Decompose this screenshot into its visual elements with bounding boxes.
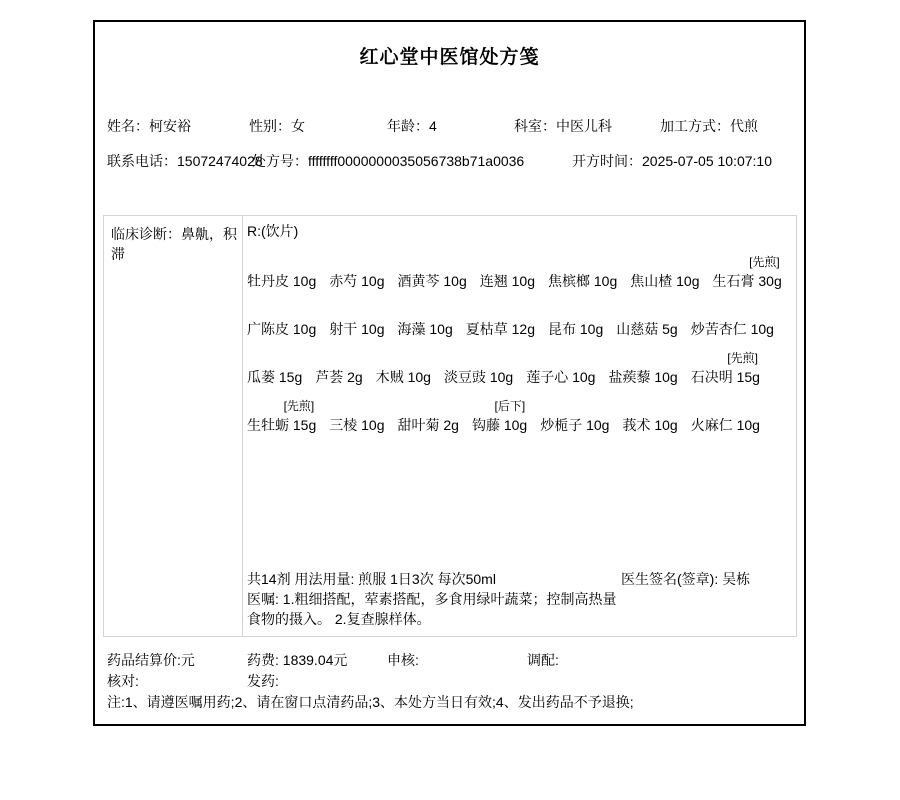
dispense-field: 发药:: [247, 673, 279, 689]
herb-line: [247, 398, 786, 435]
herb-name: 炒栀子 10g: [540, 417, 610, 433]
page-title: 红心堂中医馆处方笺: [359, 47, 540, 68]
herb-item: [466, 302, 535, 339]
herb-item: [444, 350, 513, 387]
decoction-note: [630, 254, 699, 271]
herb-item: [247, 254, 316, 291]
herb-name: 莲子心 10g: [526, 369, 596, 385]
decoction-note: [先煎]: [749, 255, 780, 269]
decoction-note: [691, 398, 760, 415]
herb-item: [691, 398, 760, 435]
decoction-note: [480, 254, 535, 271]
herb-name: 三棱 10g: [329, 417, 385, 433]
usage-line: 共14剂 用法用量: 煎服 1日3次 每次50ml: [247, 571, 496, 587]
decoction-note: [398, 254, 467, 271]
herb-name: 莪术 10g: [622, 417, 678, 433]
herb-item: [540, 398, 609, 435]
herb-name: 石决明 15g: [690, 369, 760, 385]
rx-number-field: [252, 151, 572, 171]
herb-line: [247, 302, 786, 339]
patient-name-field: [107, 116, 249, 136]
herb-item: [472, 398, 527, 435]
decoction-note: [548, 302, 603, 319]
herb-name: 昆布 10g: [548, 321, 604, 337]
herb-name: 生石膏 30g: [712, 273, 782, 289]
usage-row: [247, 569, 786, 589]
clinical-diagnosis: [104, 216, 243, 636]
herb-line: [247, 254, 786, 291]
prescription-body: [103, 215, 797, 637]
herb-name: 焦槟榔 10g: [548, 273, 618, 289]
patient-age-value: 4: [429, 118, 437, 134]
herb-item: [480, 254, 535, 291]
herb-item: [713, 254, 782, 291]
herb-name: 广陈皮 10g: [247, 321, 317, 337]
phone-field: [107, 151, 263, 171]
herb-item: [329, 254, 384, 291]
herb-list: [247, 254, 786, 446]
patient-age-field: [387, 116, 514, 136]
medical-advice: 医嘱: 1.粗细搭配，荤素搭配，多食用绿叶蔬菜；控制高热量食物的摄入。 2.复查腺样体。: [247, 591, 617, 627]
herb-item: [329, 302, 384, 339]
decoction-note: [329, 254, 384, 271]
herb-item: [622, 398, 677, 435]
prepare-field: 调配:: [527, 652, 559, 668]
herb-name: 连翘 10g: [479, 273, 535, 289]
herb-name: 淡豆豉 10g: [443, 369, 514, 385]
issue-time-value: 2025-07-05 10:07:10: [642, 153, 772, 169]
decoction-note: [315, 350, 362, 367]
patient-info-row-2: [95, 151, 804, 171]
check-field: 核对:: [107, 673, 139, 689]
prescription-sheet: [93, 20, 806, 726]
issue-time-field: [572, 151, 804, 171]
rx-number-label: 处方号：: [252, 153, 308, 169]
herb-name: 牡丹皮 10g: [247, 273, 317, 289]
decoction-note: [608, 350, 677, 367]
herb-item: [315, 350, 362, 387]
herb-item: [247, 398, 316, 435]
decoction-note: [247, 302, 316, 319]
herb-name: 钩藤 10g: [471, 417, 528, 433]
rx-content-cell: [243, 216, 796, 636]
patient-info-row-1: [95, 116, 804, 136]
decoction-note: [398, 398, 459, 415]
rx-form-label: R:(饮片): [247, 223, 299, 239]
patient-gender-label: 性别：: [249, 118, 291, 134]
patient-gender-field: [249, 116, 387, 136]
herb-item: [329, 398, 384, 435]
doctor-name: 吴栋: [722, 571, 751, 587]
decoction-note: [540, 398, 609, 415]
herb-item: [630, 254, 699, 291]
patient-age-label: 年龄：: [387, 118, 429, 134]
herb-name: 生牡蛎 15g: [247, 417, 317, 433]
herb-item: [608, 350, 677, 387]
patient-dept-value: 中医儿科: [556, 118, 612, 134]
decoction-note: [先煎]: [283, 399, 315, 413]
phone-label: 联系电话：: [107, 153, 177, 169]
process-method-label: 加工方式：: [660, 118, 730, 134]
decoction-note: [329, 302, 384, 319]
herb-item: [548, 254, 617, 291]
herb-name: 射干 10g: [329, 321, 385, 337]
patient-dept-field: [514, 116, 660, 136]
patient-gender-value: 女: [291, 118, 305, 134]
herb-name: 焦山楂 10g: [630, 273, 700, 289]
review-field: 申核:: [387, 652, 419, 668]
herb-name: 芦荟 2g: [315, 369, 363, 385]
herb-name: 赤芍 10g: [329, 273, 385, 289]
decoction-note: [先煎]: [727, 351, 758, 365]
decoction-note: [后下]: [494, 399, 526, 413]
footer-note: 注:1、请遵医嘱用药;2、请在窗口点清药品;3、本处方当日有效;4、发出药品不予退换;: [107, 694, 634, 710]
decoction-note: [526, 350, 595, 367]
patient-name-label: 姓名：: [107, 118, 149, 134]
decoction-note: [329, 398, 384, 415]
patient-name-value: 柯安裕: [149, 118, 191, 134]
herb-name: 木贼 10g: [375, 369, 431, 385]
decoction-note: [444, 350, 513, 367]
herb-item: [247, 350, 302, 387]
settle-price-field: 药品结算价:元: [107, 652, 195, 668]
rx-number-value: ffffffff0000000035056738b71a0036: [308, 153, 525, 169]
herb-item: [548, 302, 603, 339]
decoction-note: [247, 254, 316, 271]
patient-dept-label: 科室：: [514, 118, 556, 134]
herb-line: [247, 350, 786, 387]
footer-row-1: [95, 650, 804, 670]
herb-item: [691, 302, 774, 339]
herb-item: [398, 398, 459, 435]
herb-item: [616, 302, 677, 339]
doctor-signature: [621, 569, 750, 589]
footer-row-2: [95, 671, 804, 691]
herb-name: 甜叶菊 2g: [397, 417, 459, 433]
herb-item: [398, 302, 453, 339]
issue-time-label: 开方时间：: [572, 153, 642, 169]
decoction-note: [466, 302, 535, 319]
herb-item: [376, 350, 431, 387]
process-method-field: [660, 116, 804, 136]
diagnosis-label: 临床诊断：: [111, 226, 181, 242]
herb-name: 火麻仁 10g: [690, 417, 760, 433]
herb-name: 夏枯草 12g: [465, 321, 535, 337]
decoction-note: [247, 350, 302, 367]
decoction-note: [376, 350, 431, 367]
process-method-value: 代煎: [730, 118, 758, 134]
herb-name: 炒苦杏仁 10g: [690, 321, 774, 337]
herb-name: 盐蒺藜 10g: [608, 369, 678, 385]
decoction-note: [398, 302, 453, 319]
herb-name: 山慈菇 5g: [616, 321, 678, 337]
herb-item: [526, 350, 595, 387]
fee-field: [247, 650, 387, 670]
herb-name: 瓜蒌 15g: [247, 369, 303, 385]
herb-name: 酒黄芩 10g: [397, 273, 467, 289]
fee-value: 1839.04元: [282, 652, 348, 668]
decoction-note: [622, 398, 677, 415]
diagnosis-value: 鼻鼽，积滞: [111, 226, 237, 262]
fee-label: 药费:: [247, 652, 279, 668]
herb-item: [691, 350, 760, 387]
herb-item: [247, 302, 316, 339]
phone-value: 15072474028: [177, 153, 263, 169]
herb-name: 海藻 10g: [397, 321, 453, 337]
herb-item: [398, 254, 467, 291]
decoction-note: [616, 302, 677, 319]
decoction-note: [548, 254, 617, 271]
doctor-signature-label: 医生签名(签章):: [621, 571, 719, 587]
decoction-note: [691, 302, 774, 319]
